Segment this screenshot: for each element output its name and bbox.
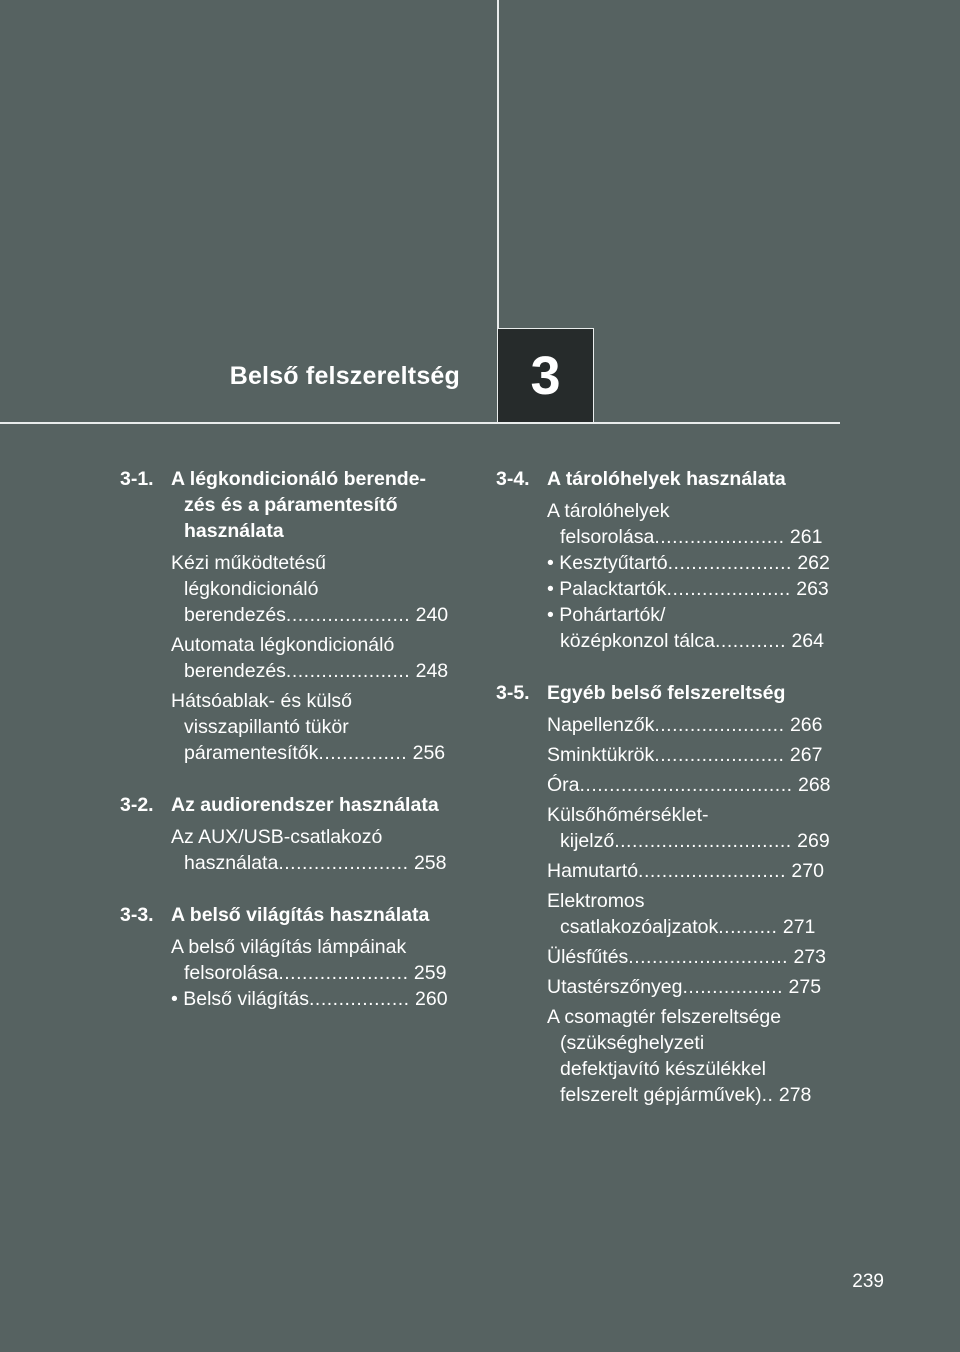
entry-page: 263: [790, 578, 829, 600]
leader-dots: ...........................: [628, 946, 789, 968]
entry-page: 258: [408, 852, 447, 874]
toc-section: [120, 792, 462, 876]
leader-dots: .....................: [285, 604, 411, 626]
leader-dots: .....................: [285, 660, 411, 682]
entry-page: 248: [410, 660, 449, 682]
section-title: Az audiorendszer használata: [171, 794, 439, 816]
chapter-number-box: [497, 328, 594, 423]
leader-dots: .................: [682, 976, 784, 998]
entry-page: 266: [784, 714, 823, 736]
toc-entry: Hátsóablak- és külső visszapillantó tükör páramentesítők............... 256: [171, 690, 446, 764]
toc-entry: • Pohártartók/ középkonzol tálca............ 264: [547, 604, 824, 652]
entry-page: 260: [409, 988, 448, 1010]
toc-entry: • Kesztyűtartó..................... 262: [547, 552, 830, 574]
leader-dots: ......................: [654, 714, 785, 736]
toc-entry: Automata légkondicionáló berendezés..................... 248: [171, 634, 449, 682]
entry-page: 256: [407, 742, 446, 764]
toc-entry: Külsőhőmérséklet- kijelző.............................. 269: [547, 804, 830, 852]
leader-dots: ..: [761, 1084, 774, 1106]
toc-entry: Kézi működtetésű légkondicionáló berendezés..................... 240: [171, 552, 449, 626]
section-heading: [120, 792, 462, 818]
section-number: 3-4.: [496, 468, 530, 490]
toc-entry: Napellenzők...................... 266: [547, 714, 823, 736]
leader-dots: ......................: [278, 962, 409, 984]
entry-page: 270: [786, 860, 824, 882]
toc-entry: A tárolóhelyek felsorolása...................... 261: [547, 500, 823, 548]
toc-entry: Óra.................................... 268: [547, 774, 831, 796]
entry-page: 278: [773, 1084, 812, 1106]
section-number: 3-5.: [496, 682, 530, 704]
leader-dots: ..........: [718, 916, 778, 938]
toc-entry: A belső világítás lámpáinak felsorolása...................... 259: [171, 936, 447, 984]
entry-page: 271: [777, 916, 816, 938]
entry-page: 240: [410, 604, 449, 626]
entry-page: 273: [788, 946, 827, 968]
toc-section: [120, 466, 462, 766]
section-title: A légkondicionáló berende- zés és a páramentesítő használata: [171, 468, 426, 542]
section-title: A tárolóhelyek használata: [547, 468, 786, 490]
toc-entry: Elektromos csatlakozóaljzatok.......... 271: [547, 890, 816, 938]
toc-section: [120, 902, 462, 1012]
chapter-number: 3: [530, 345, 561, 406]
section-heading: [496, 680, 838, 706]
toc-entry: Az AUX/USB-csatlakozó használata...................... 258: [171, 826, 447, 874]
entry-page: 261: [784, 526, 823, 548]
entry-page: 269: [791, 830, 830, 852]
section-heading: [120, 466, 462, 544]
leader-dots: ......................: [278, 852, 409, 874]
toc-left-column: [120, 466, 462, 1038]
section-title: Egyéb belső felszereltség: [547, 682, 786, 704]
toc-entry: Hamutartó......................... 270: [547, 860, 824, 882]
toc-entry: Sminktükrök...................... 267: [547, 744, 823, 766]
toc-entry: A csomagtér felszereltsége (szükséghelyzeti defektjavító készülékkel felszerelt gépjárművek).. 278: [547, 1006, 812, 1106]
toc-entry: Ülésfűtés........................... 273: [547, 946, 827, 968]
entry-page: 268: [792, 774, 831, 796]
leader-dots: .....................: [666, 578, 791, 600]
leader-dots: ...............: [318, 742, 408, 764]
section-number: 3-3.: [120, 904, 154, 926]
leader-dots: ............: [715, 630, 787, 652]
toc-entry: Utastérszőnyeg................. 275: [547, 976, 822, 998]
leader-dots: ......................: [654, 526, 785, 548]
leader-dots: ..............................: [614, 830, 792, 852]
section-number: 3-1.: [120, 468, 154, 490]
horizontal-rule: [0, 422, 840, 424]
leader-dots: ....................................: [579, 774, 793, 796]
entry-page: 262: [791, 552, 830, 574]
leader-dots: ......................: [654, 744, 785, 766]
toc-section: [496, 680, 838, 1108]
leader-dots: .....................: [667, 552, 792, 574]
section-heading: [496, 466, 838, 492]
leader-dots: .........................: [638, 860, 786, 882]
toc-right-column: [496, 466, 838, 1134]
entry-page: 267: [784, 744, 823, 766]
toc-section: [496, 466, 838, 654]
leader-dots: .................: [308, 988, 410, 1010]
section-heading: [120, 902, 462, 928]
chapter-title: Belső felszereltség: [229, 362, 460, 390]
entry-page: 259: [408, 962, 447, 984]
vertical-rule: [497, 0, 499, 328]
section-title: A belső világítás használata: [171, 904, 430, 926]
toc-entry: • Palacktartók..................... 263: [547, 578, 829, 600]
entry-page: 275: [783, 976, 822, 998]
toc-entry: • Belső világítás................. 260: [171, 988, 448, 1010]
entry-page: 264: [786, 630, 824, 652]
page-number: 239: [852, 1271, 884, 1292]
section-number: 3-2.: [120, 794, 154, 816]
